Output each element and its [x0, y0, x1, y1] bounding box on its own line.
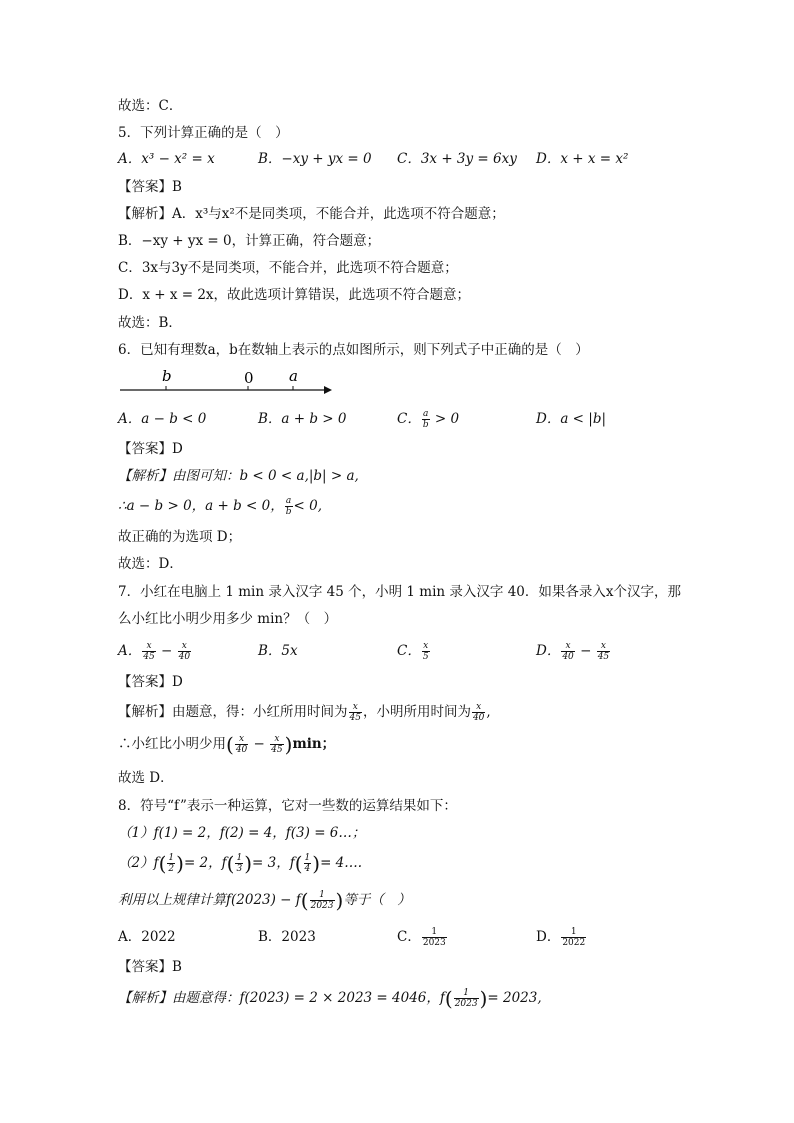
option-c: C． $\frac{x}{5}$ [397, 641, 429, 662]
line-prev-answer: 故选：C． [118, 98, 183, 114]
number-line-label-a: a [289, 367, 298, 385]
option-b: B．a + b > 0 [258, 411, 347, 427]
answer-5: 【答案】B [118, 179, 182, 195]
question-7-line-1: 7．小红在电脑上 1 min 录入汉字 45 个，小明 1 min 录入汉字 40．如果各录入x个汉字，那 [118, 584, 681, 600]
explanation-5-b: B．−xy + yx = 0，计算正确，符合题意； [118, 233, 381, 249]
option-c-tail: > 0 [430, 411, 460, 427]
question-7-options [118, 640, 678, 662]
number-line-graphic [118, 366, 338, 398]
option-d: D．a < |b| [536, 411, 607, 427]
question-8-prompt: 利用以上规律计算f(2023) − f( $\frac{1}{2023}$ )等于（ ） [118, 888, 411, 913]
number-line [118, 366, 338, 398]
option-d: D． $\frac{1}{2022}$ [536, 927, 586, 948]
option-a: A．a − b < 0 [118, 411, 207, 427]
option-b: B．2023 [258, 929, 316, 945]
selection-6: 故选：D． [118, 556, 183, 572]
answer-6: 【答案】D [118, 441, 183, 457]
answer-8: 【答案】B [118, 959, 182, 975]
question-7-line-2: 么小红比小明少用多少 min？（ ） [118, 611, 338, 627]
explanation-6-1: 【解析】由图可知：b < 0 < a,|b| > a, [118, 468, 359, 484]
question-8-rule-1: （1）f(1) = 2，f(2) = 4，f(3) = 6…； [118, 825, 366, 841]
question-6-options [118, 408, 678, 430]
question-5-options [118, 148, 678, 170]
question-8-rule-2: （2）f( $\frac{1}{2}$ )= 2，f( $\frac{1}{3}$ )= 3，f( $\frac{1}{4}$ )= 4…. [118, 851, 363, 876]
fraction-a-over-b: $\frac{a}{b}$ [285, 496, 292, 517]
option-c-label: C． [397, 411, 421, 427]
explanation-6-2-tail: < 0, [293, 498, 322, 514]
option-a: A． $\frac{x}{45}$ − $\frac{x}{40}$ [118, 641, 191, 662]
option-d: D．x + x = x² [536, 151, 629, 167]
option-c: C． $\frac{1}{2023}$ [397, 927, 446, 948]
fraction-a-over-b: $\frac{a}{b}$ [422, 409, 429, 430]
selection-5: 故选：B． [118, 315, 182, 331]
explanation-5-d: D．x + x = 2x，故此选项计算错误，此选项不符合题意； [118, 287, 471, 303]
number-line-label-b: b [162, 367, 172, 385]
option-a: A．x³ − x² = x [118, 151, 215, 167]
question-8: 8．符号“f”表示一种运算，它对一些数的运算结果如下： [118, 798, 457, 814]
explanation-8: 【解析】由题意得：f(2023) = 2 × 2023 = 4046，f( $\frac{1}{2023}$ )= 2023, [118, 986, 542, 1011]
explanation-6-2 [118, 496, 322, 517]
option-c: C．3x + 3y = 6xy [397, 151, 517, 167]
question-5: 5．下列计算正确的是（ ） [118, 125, 289, 141]
number-line-label-0: 0 [244, 369, 254, 387]
explanation-7-1: 【解析】由题意，得：小红所用时间为 $\frac{x}{45}$ ，小明所用时间为 $\frac{x}{40}$ , [118, 702, 491, 723]
option-c [397, 408, 459, 430]
answer-7: 【答案】D [118, 674, 183, 690]
option-b: B．−xy + yx = 0 [258, 151, 372, 167]
selection-7: 故选 D． [118, 770, 174, 786]
explanation-5-a: 【解析】A．x³与x²不是同类项，不能合并，此选项不符合题意； [118, 206, 505, 222]
explanation-6-2-text: ∴a − b > 0，a + b < 0， [118, 498, 284, 514]
question-8-options [118, 926, 678, 948]
explanation-7-2: ∴小红比小明少用( $\frac{x}{40}$ − $\frac{x}{45}$ )min； [118, 732, 336, 757]
question-6: 6．已知有理数a，b在数轴上表示的点如图所示，则下列式子中正确的是（ ） [118, 342, 589, 358]
explanation-5-c: C．3x与3y不是同类项，不能合并，此选项不符合题意； [118, 260, 458, 276]
option-d: D． $\frac{x}{40}$ − $\frac{x}{45}$ [536, 641, 610, 662]
option-a: A．2022 [118, 929, 176, 945]
explanation-6-3: 故正确的为选项 D； [118, 529, 242, 545]
option-b: B．5x [258, 643, 298, 659]
